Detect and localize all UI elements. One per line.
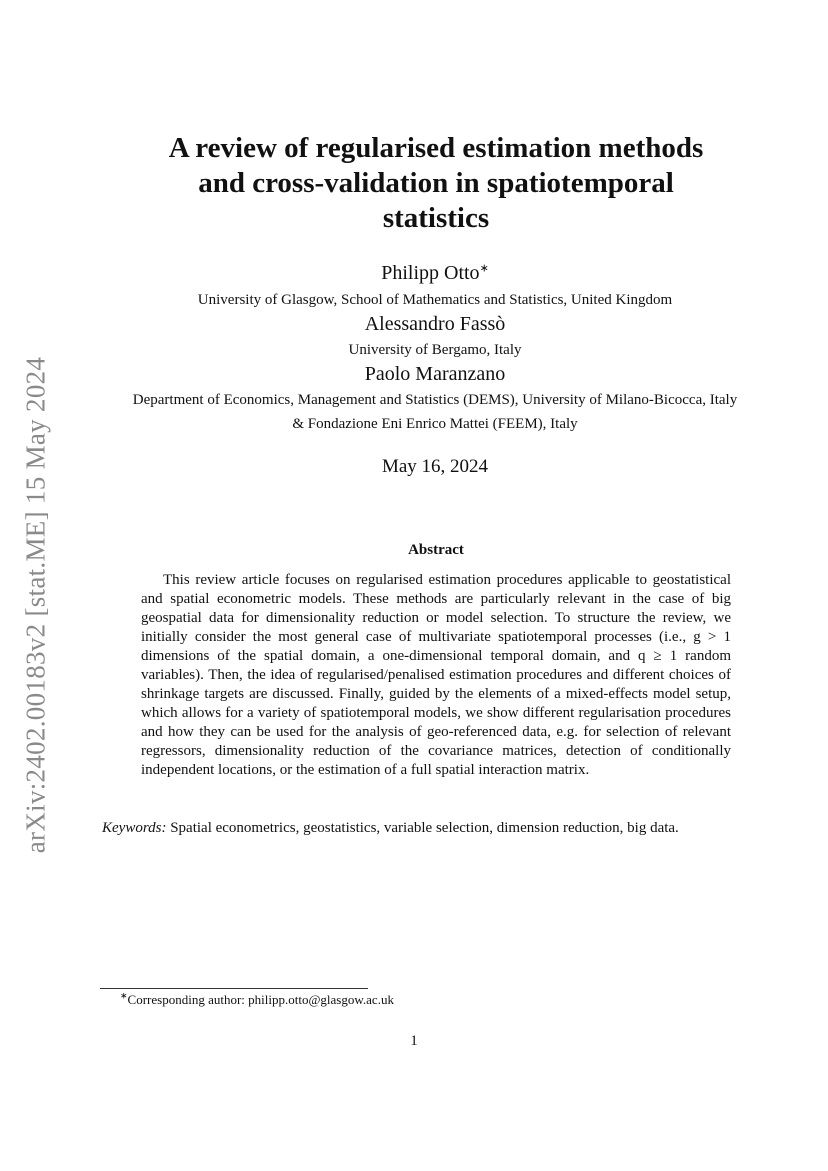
title-line: A review of regularised estimation methods xyxy=(168,132,704,164)
footnote-mark: ∗ xyxy=(120,990,128,1001)
page-number: 1 xyxy=(410,1033,418,1049)
author-3 xyxy=(90,363,780,386)
keywords-text: Spatial econometrics, geostatistics, variable selection, dimension reduction, big data. xyxy=(170,820,679,836)
arxiv-side-stamp: arXiv:2402.00183v2 [stat.ME] 15 May 2024 xyxy=(20,356,51,854)
footnote-rule xyxy=(100,988,368,989)
paper-date: May 16, 2024 xyxy=(381,456,489,477)
title-line: and cross-validation in spatiotemporal xyxy=(198,167,674,199)
paper-title xyxy=(100,131,772,236)
title-line: statistics xyxy=(382,202,490,234)
keywords-label: Keywords: xyxy=(102,820,167,836)
author-1-affiliation: University of Glasgow, School of Mathematics and Statistics, United Kingdom xyxy=(197,292,673,308)
author-name: Paolo Maranzano xyxy=(364,363,506,385)
abstract-text: This review article focuses on regularised estimation procedures applicable to geostatistical and spatial econometric models. These methods are particularly relevant in the case of big geospatial data for dimensionality reduction or model selection. To structure the review, we initially consider the most general case of multivariate spatiotemporal processes (i.e., g > 1 dimensions of the spatial domain, a one-dimensional temporal domain, and q ≥ 1 random variables). Then, the idea of regularised/penalised estimation procedures and different choices of shrinkage targets are discussed. Finally, guided by the elements of a mixed-effects model setup, which allows for a variety of spatiotemporal models, we show different regularisation procedures and how they can be used for the analysis of geo-referenced data, e.g. for selection of relevant regressors, dimensionality reduction of the covariance matrices, detection of conditionally independent locations, or the estimation of a full spatial interaction matrix. xyxy=(141,572,731,778)
author-3-affiliation-line2: & Fondazione Eni Enrico Mattei (FEEM), Italy xyxy=(292,416,578,432)
author-2 xyxy=(90,313,780,336)
author-name: Philipp Otto xyxy=(381,262,480,284)
abstract-heading: Abstract xyxy=(408,542,464,558)
author-name: Alessandro Fassò xyxy=(364,313,506,335)
footnote-text: Corresponding author: philipp.otto@glasgow.ac.uk xyxy=(127,992,394,1007)
corresponding-mark: ∗ xyxy=(479,262,489,275)
keywords xyxy=(102,819,782,838)
footnote xyxy=(120,992,394,1008)
author-1 xyxy=(90,262,780,285)
author-2-affiliation: University of Bergamo, Italy xyxy=(348,342,522,358)
author-3-affiliation: Department of Economics, Management and Statistics (DEMS), University of Milano-Bicocca, Italy xyxy=(132,392,738,408)
